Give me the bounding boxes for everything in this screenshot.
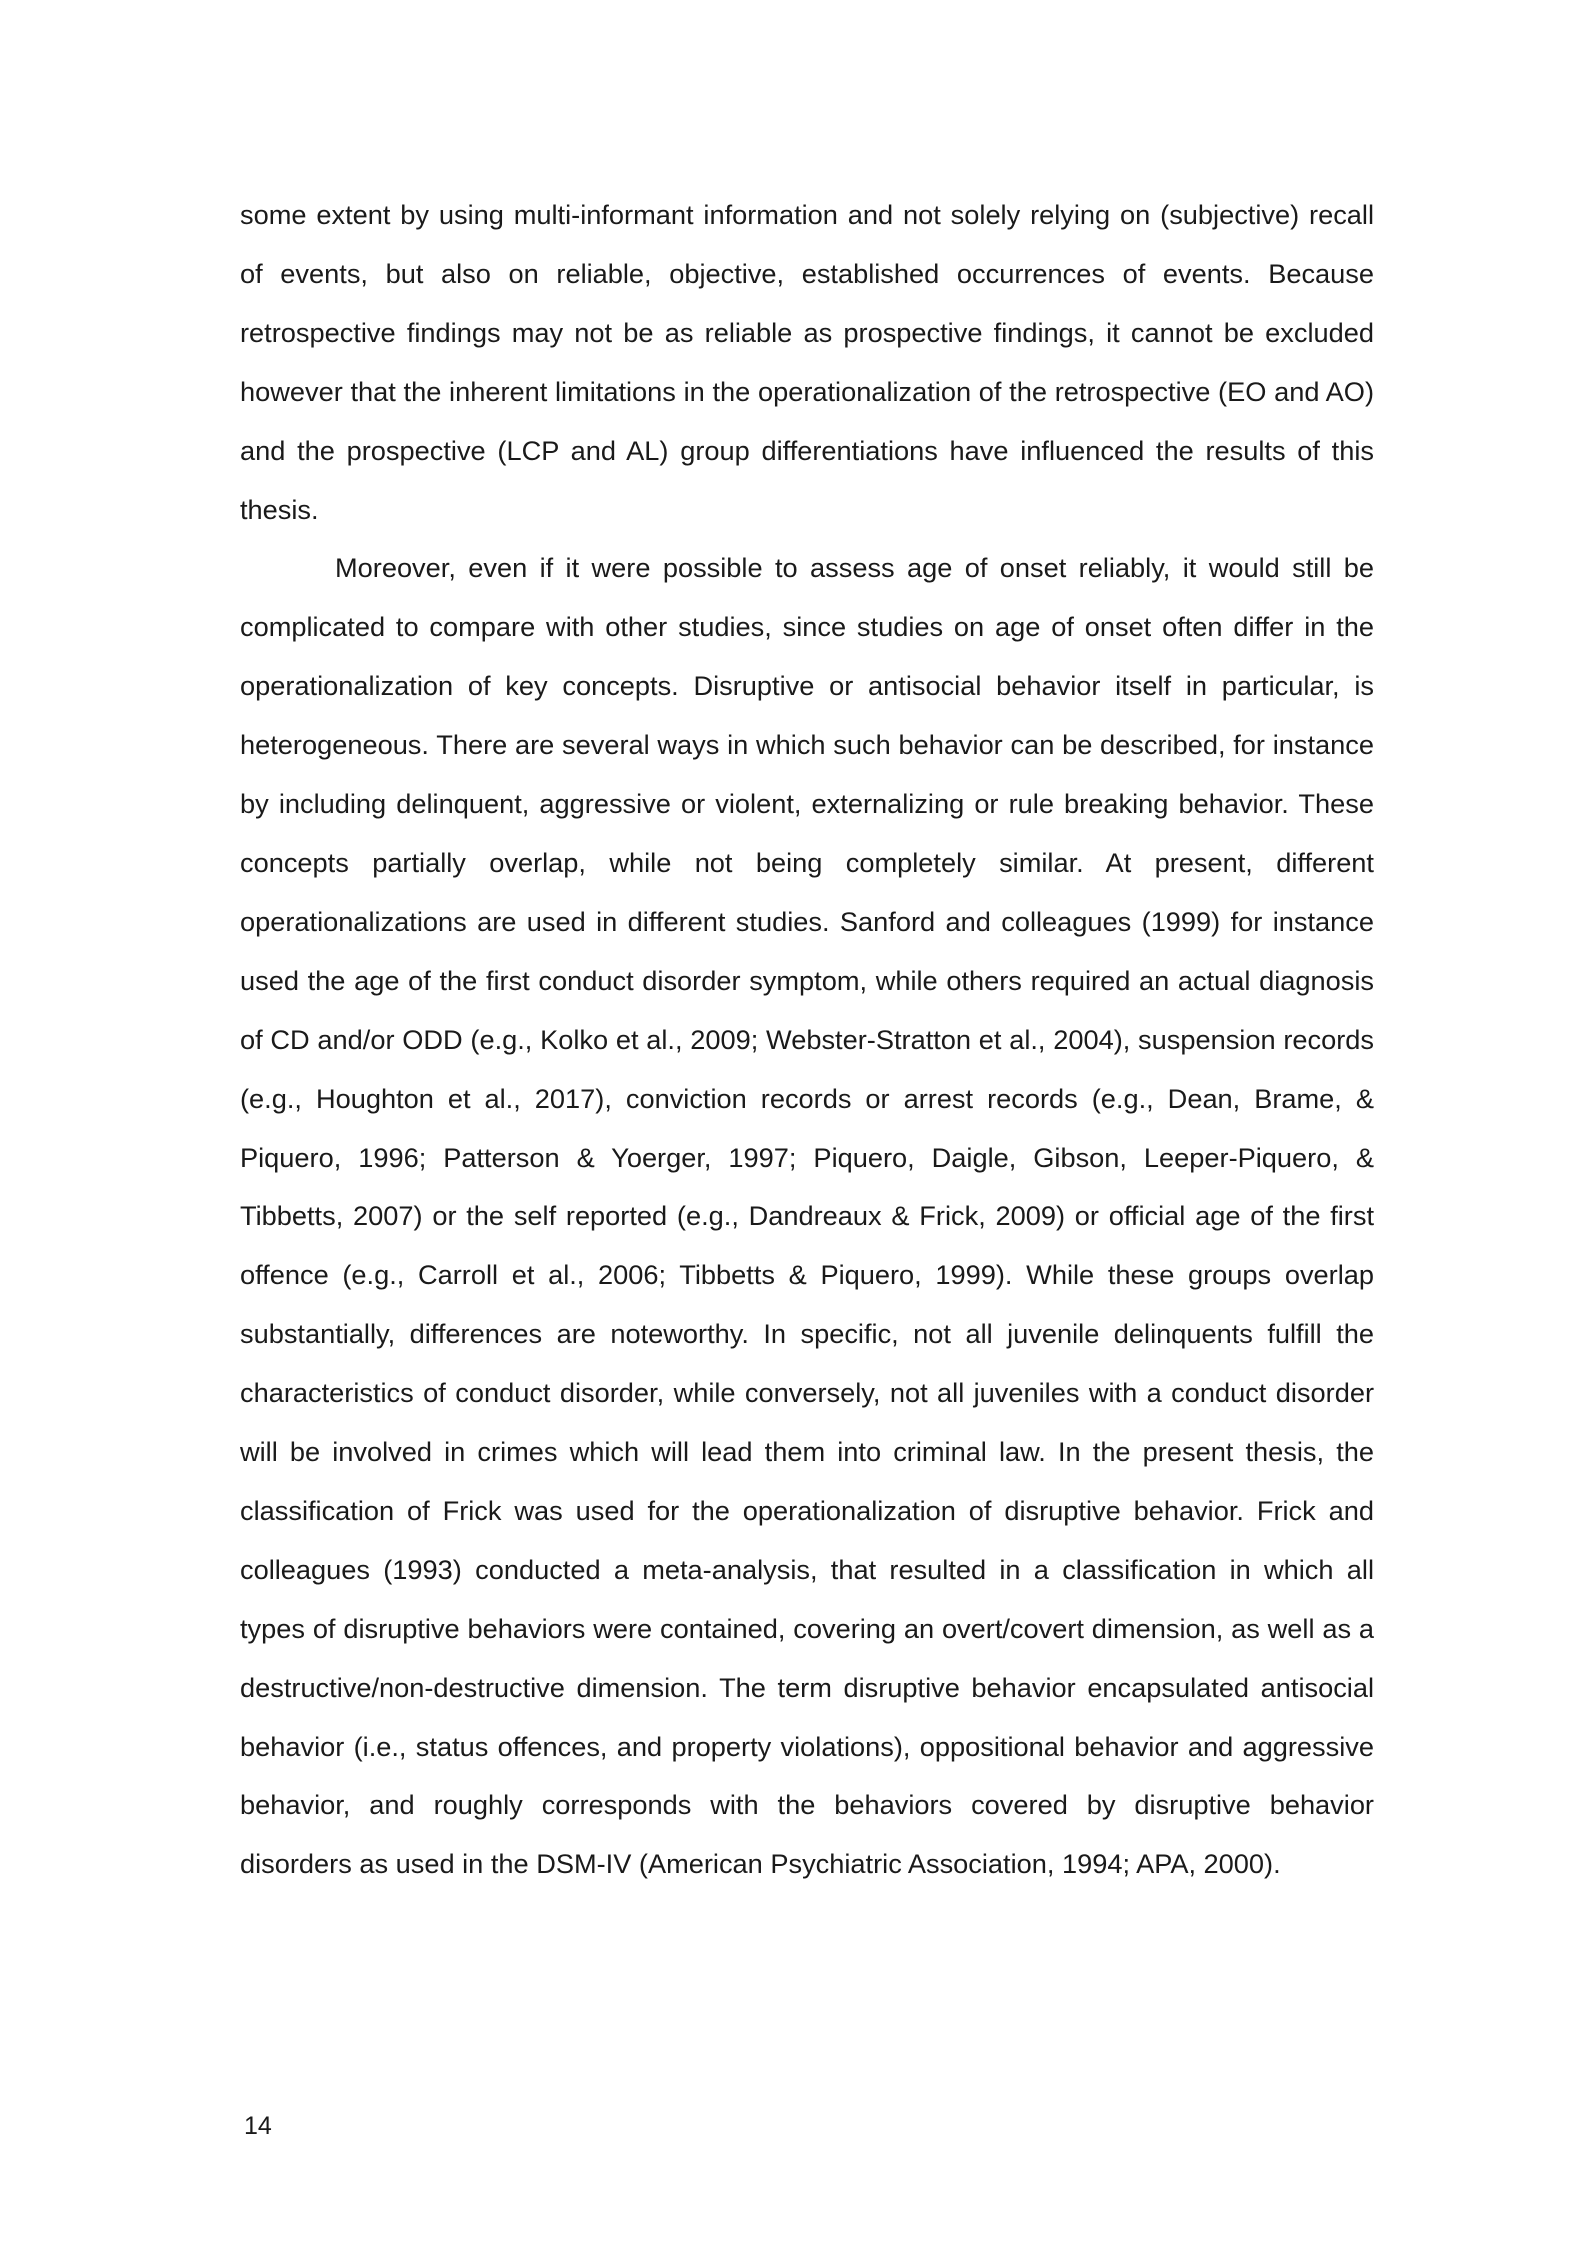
paragraph-continuation: some extent by using multi-informant information and not solely relying on (subjective) recall of events, but also on reliable, objective, established occurrences of events. Because retrospective findings may not be as reliable as prospective findings, it cannot be excluded however that the inherent limitations in the operationalization of the retrospective (EO and AO) and the prospective (LCP and AL) group differentiations have influenced the results of this thesis. bbox=[240, 199, 1374, 525]
paragraph-age-of-onset: Moreover, even if it were possible to assess age of onset reliably, it would still be complicated to compare with other studies, since studies on age of onset often differ in the operationalization of key concepts. Disruptive or antisocial behavior itself in particular, is heterogeneous. There are several ways in which such behavior can be described, for instance by including delinquent, aggressive or violent, externalizing or rule breaking behavior. These concepts partially overlap, while not being completely similar. At present, different operationalizations are used in different studies. Sanford and colleagues (1999) for instance used the age of the first conduct disorder symptom, while others required an actual diagnosis of CD and/or ODD (e.g., Kolko et al., 2009; Webster-Stratton et al., 2004), suspension records (e.g., Houghton et al., 2017), conviction records or arrest records (e.g., Dean, Brame, & Piquero, 1996; Patterson & Yoerger, 1997; Piquero, Daigle, Gibson, Leeper-Piquero, & Tibbetts, 2007) or the self reported (e.g., Dandreaux & Frick, 2009) or official age of the first offence (e.g., Carroll et al., 2006; Tibbetts & Piquero, 1999). While these groups overlap substantially, differences are noteworthy. In specific, not all juvenile delinquents fulfill the characteristics of conduct disorder, while conversely, not all juveniles with a conduct disorder will be involved in crimes which will lead them into criminal law. In the present thesis, the classification of Frick was used for the operationalization of disruptive behavior. Frick and colleagues (1993) conducted a meta-analysis, that resulted in a classification in which all types of disruptive behaviors were contained, covering an overt/covert dimension, as well as a destructive/non-destructive dimension. The term disruptive behavior encapsulated antisocial behavior (i.e., status offences, and property violations), oppositional behavior and aggressive behavior, and roughly corresponds with the behaviors covered by disruptive behavior disorders as used in the DSM-IV (American Psychiatric Association, 1994; APA, 2000). bbox=[240, 552, 1374, 1880]
body-text bbox=[240, 186, 1374, 1894]
page-number: 14 bbox=[244, 2112, 272, 2140]
